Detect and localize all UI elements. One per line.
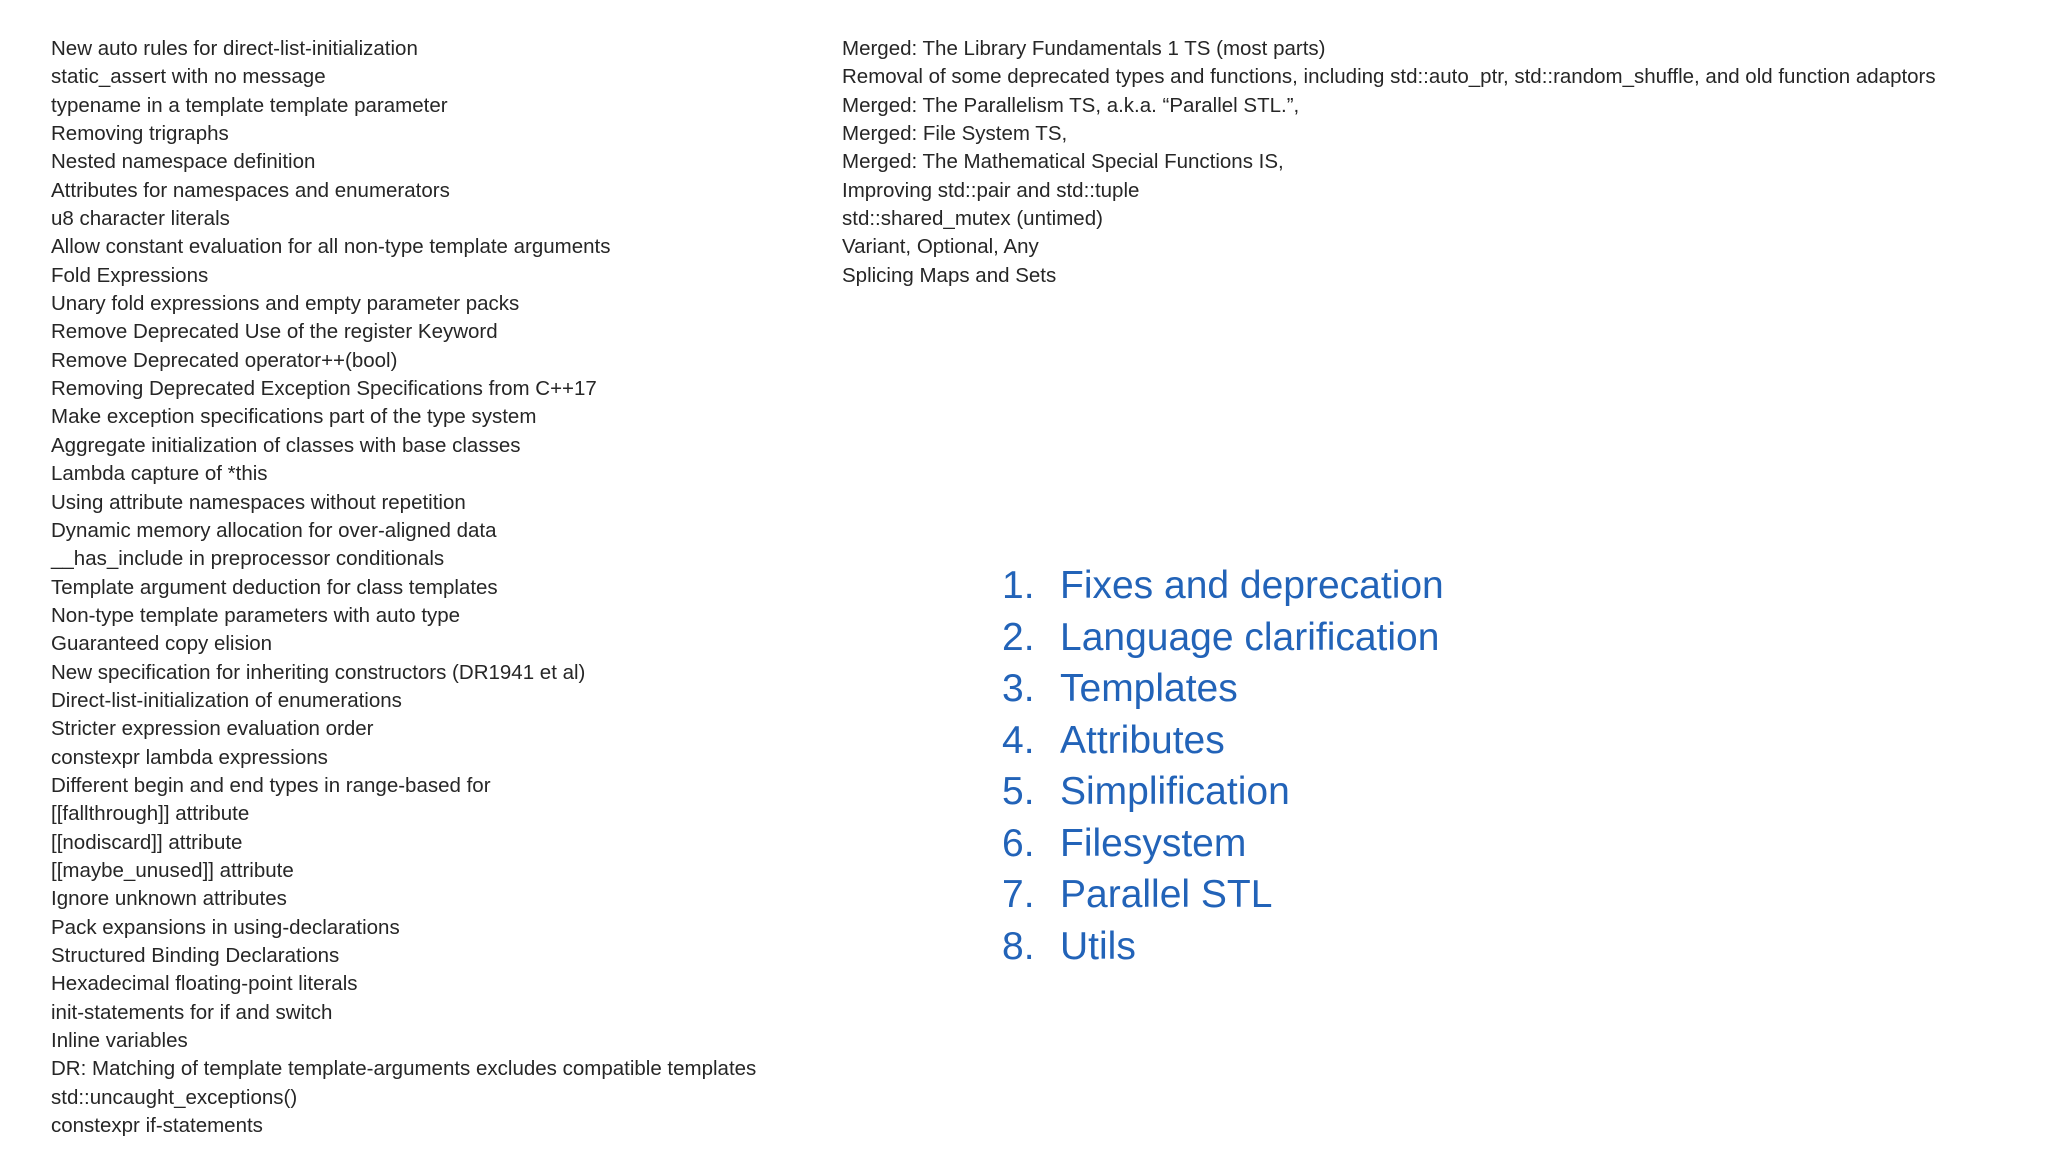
language-feature-item: Removing trigraphs — [51, 122, 229, 146]
language-feature-item: New auto rules for direct-list-initialization — [51, 37, 418, 60]
language-feature-item: init-statements for if and switch — [51, 1000, 333, 1024]
library-feature-item: Splicing Maps and Sets — [842, 263, 1057, 287]
language-feature-item: Template argument deduction for class templates — [51, 575, 498, 599]
topic-label: Attributes — [1060, 718, 1225, 762]
language-feature-item: constexpr if-statements — [51, 1114, 263, 1138]
topic-item — [1002, 663, 1444, 715]
topic-label: Fixes and deprecation — [1060, 564, 1444, 607]
library-features-list — [842, 35, 1936, 290]
language-feature-item: Hexadecimal floating-point literals — [51, 972, 358, 996]
language-feature-item: Make exception specifications part of the type system — [51, 405, 537, 429]
language-feature-item: [[nodiscard]] attribute — [51, 830, 243, 854]
topic-label: Parallel STL — [1060, 873, 1273, 916]
topic-label: Templates — [1060, 667, 1238, 710]
library-feature-item: Improving std::pair and std::tuple — [842, 178, 1140, 202]
language-feature-item: [[maybe_unused]] attribute — [51, 858, 294, 882]
topic-number: 3. — [1002, 667, 1035, 710]
topic-item — [1002, 818, 1444, 870]
language-feature-item: Guaranteed copy elision — [51, 632, 273, 656]
library-feature-item: Removal of some deprecated types and functions, including std::auto_ptr, std::random_shuffle, and old function adaptors — [842, 65, 1936, 89]
topic-number: 8. — [1002, 924, 1035, 968]
topic-item — [1002, 715, 1444, 767]
library-feature-item: Merged: The Library Fundamentals 1 TS (most parts) — [842, 37, 1326, 60]
language-feature-item: Remove Deprecated Use of the register Keyword — [51, 320, 498, 344]
topic-number: 2. — [1002, 615, 1035, 659]
language-feature-item: Inline variables — [51, 1029, 188, 1053]
topic-item — [1002, 560, 1444, 612]
language-feature-item: Direct-list-initialization of enumerations — [51, 688, 402, 712]
language-feature-item: std::uncaught_exceptions() — [51, 1085, 298, 1109]
library-feature-item: Variant, Optional, Any — [842, 235, 1039, 259]
language-features-list — [51, 35, 756, 1140]
topic-label: Utils — [1060, 924, 1136, 968]
language-feature-item: Structured Binding Declarations — [51, 944, 340, 967]
language-feature-item: Fold Expressions — [51, 263, 209, 287]
language-feature-item: __has_include in preprocessor conditionals — [51, 547, 445, 571]
language-feature-item: Ignore unknown attributes — [51, 887, 287, 911]
topic-number: 4. — [1002, 718, 1035, 762]
topic-item — [1002, 766, 1444, 818]
language-feature-item: Pack expansions in using-declarations — [51, 915, 400, 939]
library-feature-item: Merged: File System TS, — [842, 122, 1068, 146]
language-feature-item: Nested namespace definition — [51, 150, 316, 174]
language-feature-item: Stricter expression evaluation order — [51, 717, 374, 741]
language-feature-item: u8 character literals — [51, 207, 230, 231]
language-feature-item: Remove Deprecated operator++(bool) — [51, 348, 398, 372]
language-feature-item: Allow constant evaluation for all non-type template arguments — [51, 235, 611, 259]
topic-item — [1002, 612, 1444, 664]
language-feature-item: Aggregate initialization of classes with base classes — [51, 433, 521, 457]
language-feature-item: Removing Deprecated Exception Specifications from C++17 — [51, 377, 597, 401]
topic-number: 5. — [1002, 770, 1035, 813]
topic-number: 1. — [1002, 564, 1035, 607]
library-feature-item: Merged: The Mathematical Special Functions IS, — [842, 150, 1284, 174]
language-feature-item: New specification for inheriting constructors (DR1941 et al) — [51, 660, 586, 684]
topics-numbered-list — [1002, 560, 1444, 972]
topic-label: Filesystem — [1060, 821, 1247, 865]
topic-label: Simplification — [1060, 770, 1290, 813]
topic-number: 7. — [1002, 873, 1035, 916]
topic-item — [1002, 921, 1444, 973]
topic-label: Language clarification — [1060, 615, 1440, 659]
library-feature-item: Merged: The Parallelism TS, a.k.a. “Parallel STL.”, — [842, 93, 1300, 117]
language-feature-item: DR: Matching of template template-arguments excludes compatible templates — [51, 1057, 757, 1081]
language-feature-item: Lambda capture of *this — [51, 462, 268, 486]
topic-number: 6. — [1002, 821, 1035, 865]
library-feature-item: std::shared_mutex (untimed) — [842, 207, 1103, 231]
language-feature-item: [[fallthrough]] attribute — [51, 802, 250, 826]
language-feature-item: Non-type template parameters with auto type — [51, 603, 461, 627]
language-feature-item: Different begin and end types in range-based for — [51, 773, 491, 797]
language-feature-item: Attributes for namespaces and enumerators — [51, 178, 450, 202]
language-feature-item: Using attribute namespaces without repetition — [51, 490, 466, 514]
language-feature-item: Dynamic memory allocation for over-aligned data — [51, 518, 497, 542]
language-feature-item: Unary fold expressions and empty parameter packs — [51, 292, 520, 316]
language-feature-item: static_assert with no message — [51, 65, 326, 89]
language-feature-item: constexpr lambda expressions — [51, 745, 328, 769]
topic-item — [1002, 869, 1444, 921]
language-feature-item: typename in a template template parameter — [51, 93, 448, 117]
